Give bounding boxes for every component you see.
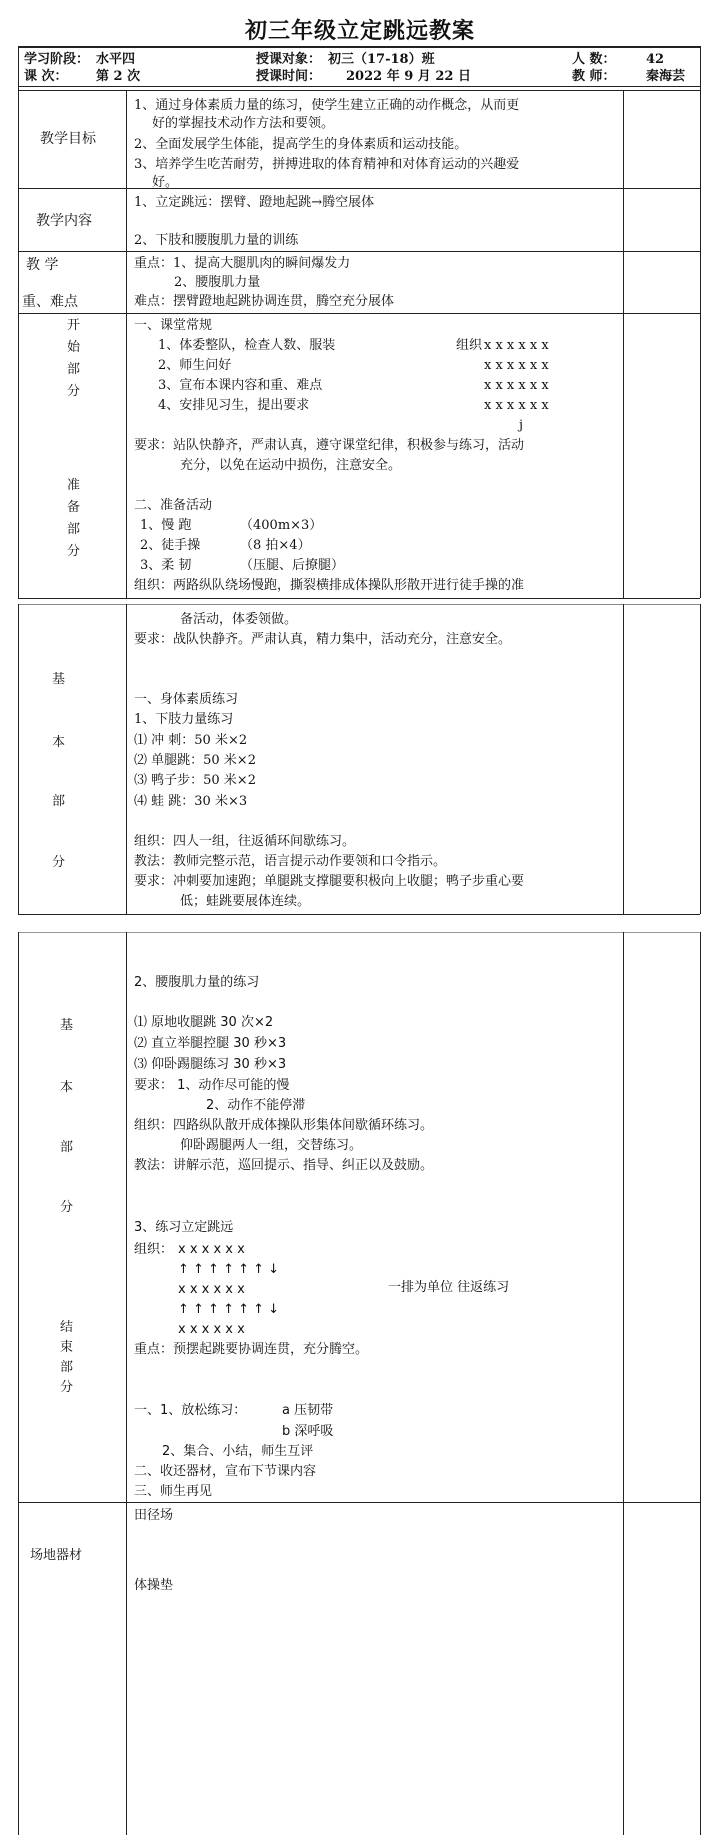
core-requirement: 2、动作不能停滞 xyxy=(206,1098,306,1113)
side-char: 部 xyxy=(67,362,81,377)
core-title: 2、腰腹肌力量的练习 xyxy=(134,975,260,990)
stage-value: 水平四 xyxy=(96,52,136,67)
side-char: 分 xyxy=(60,1200,74,1215)
formation-row: x x x x x x xyxy=(178,1282,245,1297)
formation-row: x x x x x x xyxy=(484,338,549,353)
routine-item: 2、师生问好 xyxy=(158,358,232,373)
venue-item: 体操垫 xyxy=(134,1578,174,1593)
side-char: 备 xyxy=(67,500,81,515)
basic-method: 教法：教师完整示范，语言提示动作要领和口令指示。 xyxy=(134,854,447,869)
side-char: 部 xyxy=(52,794,66,809)
goals-label: 教学目标 xyxy=(40,131,96,147)
org-label: 组织 xyxy=(456,338,483,353)
routine-item: 1、体委整队，检查人数、服装 xyxy=(158,338,336,353)
goal-line: 好的掌握技术动作方法和要领。 xyxy=(152,116,335,131)
side-char: 准 xyxy=(67,478,81,493)
page-title: 初三年级立定跳远教案 xyxy=(244,18,475,44)
end-item: b 深呼吸 xyxy=(282,1424,334,1439)
prep-requirement-2: 要求：战队快静齐。严肃认真，精力集中，活动充分，注意安全。 xyxy=(134,632,512,647)
venue-item: 田径场 xyxy=(134,1508,174,1523)
warmup-name: 2、徒手操 xyxy=(140,538,201,553)
content-item: 1、立定跳远：摆臂、蹬地起跳→腾空展体 xyxy=(134,195,375,210)
goal-line: 2、全面发展学生体能，提高学生的身体素质和运动技能。 xyxy=(134,137,468,152)
jump-org-label: 组织： xyxy=(134,1242,174,1257)
keypoints-label-a: 教 学 xyxy=(26,257,59,273)
time-label: 授课时间： xyxy=(256,69,322,84)
formation-row: x x x x x x xyxy=(178,1242,245,1257)
end-item: 三、师生再见 xyxy=(134,1484,213,1499)
key-point: 2、腰腹肌力量 xyxy=(174,275,261,290)
hard-point: 难点：摆臂蹬地起跳协调连贯，腾空充分展体 xyxy=(134,294,395,309)
side-char: 部 xyxy=(67,522,81,537)
core-item: ⑵ 直立举腿控腿 30 秒×3 xyxy=(134,1036,287,1051)
side-char: 基 xyxy=(60,1018,74,1033)
sub-title: 1、下肢力量练习 xyxy=(134,712,234,727)
arrow-row: ↑ ↑ ↑ ↑ ↑ ↑ ↓ xyxy=(178,1302,280,1317)
side-char: 本 xyxy=(60,1080,74,1095)
warmup-detail: （压腿、后撩腿） xyxy=(240,558,345,573)
basic-requirement: 低；蛙跳要展体连续。 xyxy=(180,894,311,909)
teacher-value: 秦海芸 xyxy=(646,69,686,84)
count-label: 人 数： xyxy=(572,52,616,67)
routine-title: 一、课堂常规 xyxy=(134,318,213,333)
side-char: 结 xyxy=(60,1320,74,1335)
formation-row: x x x x x x xyxy=(484,358,549,373)
jump-title: 3、练习立定跳远 xyxy=(134,1220,234,1235)
routine-item: 3、宣布本课内容和重、难点 xyxy=(158,378,323,393)
warmup-title: 二、准备活动 xyxy=(134,498,213,513)
core-requirement: 要求： 1、动作尽可能的慢 xyxy=(134,1078,290,1093)
content-label: 教学内容 xyxy=(36,213,92,229)
side-char: 始 xyxy=(67,340,81,355)
content-item: 2、下肢和腰腹肌力量的训练 xyxy=(134,233,299,248)
jump-key-point: 重点：预摆起跳要协调连贯，充分腾空。 xyxy=(134,1342,369,1357)
core-organization: 仰卧踢腿两人一组，交替练习。 xyxy=(180,1138,363,1153)
goal-line: 3、培养学生吃苦耐劳，拼搏进取的体育精神和对体育运动的兴趣爱 xyxy=(134,157,520,172)
side-char: 基 xyxy=(52,672,66,687)
formation-row: x x x x x x xyxy=(178,1322,245,1337)
prep-requirement: 要求：站队快静齐，严肃认真，遵守课堂纪律，积极参与练习，活动 xyxy=(134,438,525,453)
basic-organization: 组织：四人一组，往返循环间歇练习。 xyxy=(134,834,356,849)
core-method: 教法：讲解示范，巡回提示、指导、纠正以及鼓励。 xyxy=(134,1158,434,1173)
side-char: 分 xyxy=(52,855,66,870)
prep-organization-cont: 备活动，体委领做。 xyxy=(180,612,298,627)
end-item: 一、1、放松练习： xyxy=(134,1403,247,1418)
arrow-row: ↑ ↑ ↑ ↑ ↑ ↑ ↓ xyxy=(178,1262,280,1277)
formation-row: x x x x x x xyxy=(484,378,549,393)
side-char: 部 xyxy=(60,1360,74,1375)
teacher-mark: j xyxy=(519,418,524,433)
count-value: 42 xyxy=(646,52,665,67)
side-char: 分 xyxy=(60,1380,74,1395)
basic-requirement: 要求：冲刺要加速跑；单腿跳支撑腿要积极向上收腿；鸭子步重心要 xyxy=(134,874,525,889)
goal-line: 好。 xyxy=(152,175,179,190)
stage-label: 学习阶段： xyxy=(24,52,90,67)
key-point: 重点：1、提高大腿肌肉的瞬间爆发力 xyxy=(134,256,351,271)
side-char: 开 xyxy=(67,318,81,333)
keypoints-label-b: 重、难点 xyxy=(22,294,78,310)
drill-item: ⑴ 冲 刺：50 米×2 xyxy=(134,733,248,748)
core-organization: 组织：四路纵队散开成体操队形集体间歇循环练习。 xyxy=(134,1118,434,1133)
section-title: 一、身体素质练习 xyxy=(134,692,239,707)
lesson-label: 课 次： xyxy=(24,69,68,84)
warmup-detail: （400m×3） xyxy=(240,518,323,533)
side-char: 分 xyxy=(67,384,81,399)
end-item: a 压韧带 xyxy=(282,1403,334,1418)
venue-label: 场地器材 xyxy=(30,1548,83,1563)
drill-item: ⑵ 单腿跳：50 米×2 xyxy=(134,753,256,768)
lesson-value: 第 2 次 xyxy=(96,69,141,84)
warmup-name: 1、慢 跑 xyxy=(140,518,192,533)
target-value: 初三（17-18）班 xyxy=(328,52,435,67)
time-value: 2022 年 9 月 22 日 xyxy=(346,69,471,84)
warmup-detail: （8 拍×4） xyxy=(240,538,311,553)
core-item: ⑶ 仰卧踢腿练习 30 秒×3 xyxy=(134,1057,287,1072)
prep-organization: 组织：两路纵队绕场慢跑，撕裂横排成体操队形散开进行徒手操的准 xyxy=(134,578,525,593)
prep-requirement: 充分，以免在运动中损伤，注意安全。 xyxy=(180,458,402,473)
side-char: 部 xyxy=(60,1140,74,1155)
side-char: 本 xyxy=(52,735,66,750)
formation-row: x x x x x x xyxy=(484,398,549,413)
end-item: 2、集合、小结，师生互评 xyxy=(162,1444,314,1459)
side-char: 分 xyxy=(67,544,81,559)
drill-item: ⑷ 蛙 跳：30 米×3 xyxy=(134,794,248,809)
core-item: ⑴ 原地收腿跳 30 次×2 xyxy=(134,1015,274,1030)
routine-item: 4、安排见习生，提出要求 xyxy=(158,398,310,413)
target-label: 授课对象： xyxy=(256,52,322,67)
drill-item: ⑶ 鸭子步：50 米×2 xyxy=(134,773,256,788)
warmup-name: 3、柔 韧 xyxy=(140,558,192,573)
teacher-label: 教 师： xyxy=(572,69,616,84)
goal-line: 1、通过身体素质力量的练习，使学生建立正确的动作概念，从而更 xyxy=(134,98,520,113)
jump-note: 一排为单位 往返练习 xyxy=(388,1280,510,1295)
end-item: 二、收还器材，宣布下节课内容 xyxy=(134,1464,317,1479)
side-char: 束 xyxy=(60,1340,74,1355)
